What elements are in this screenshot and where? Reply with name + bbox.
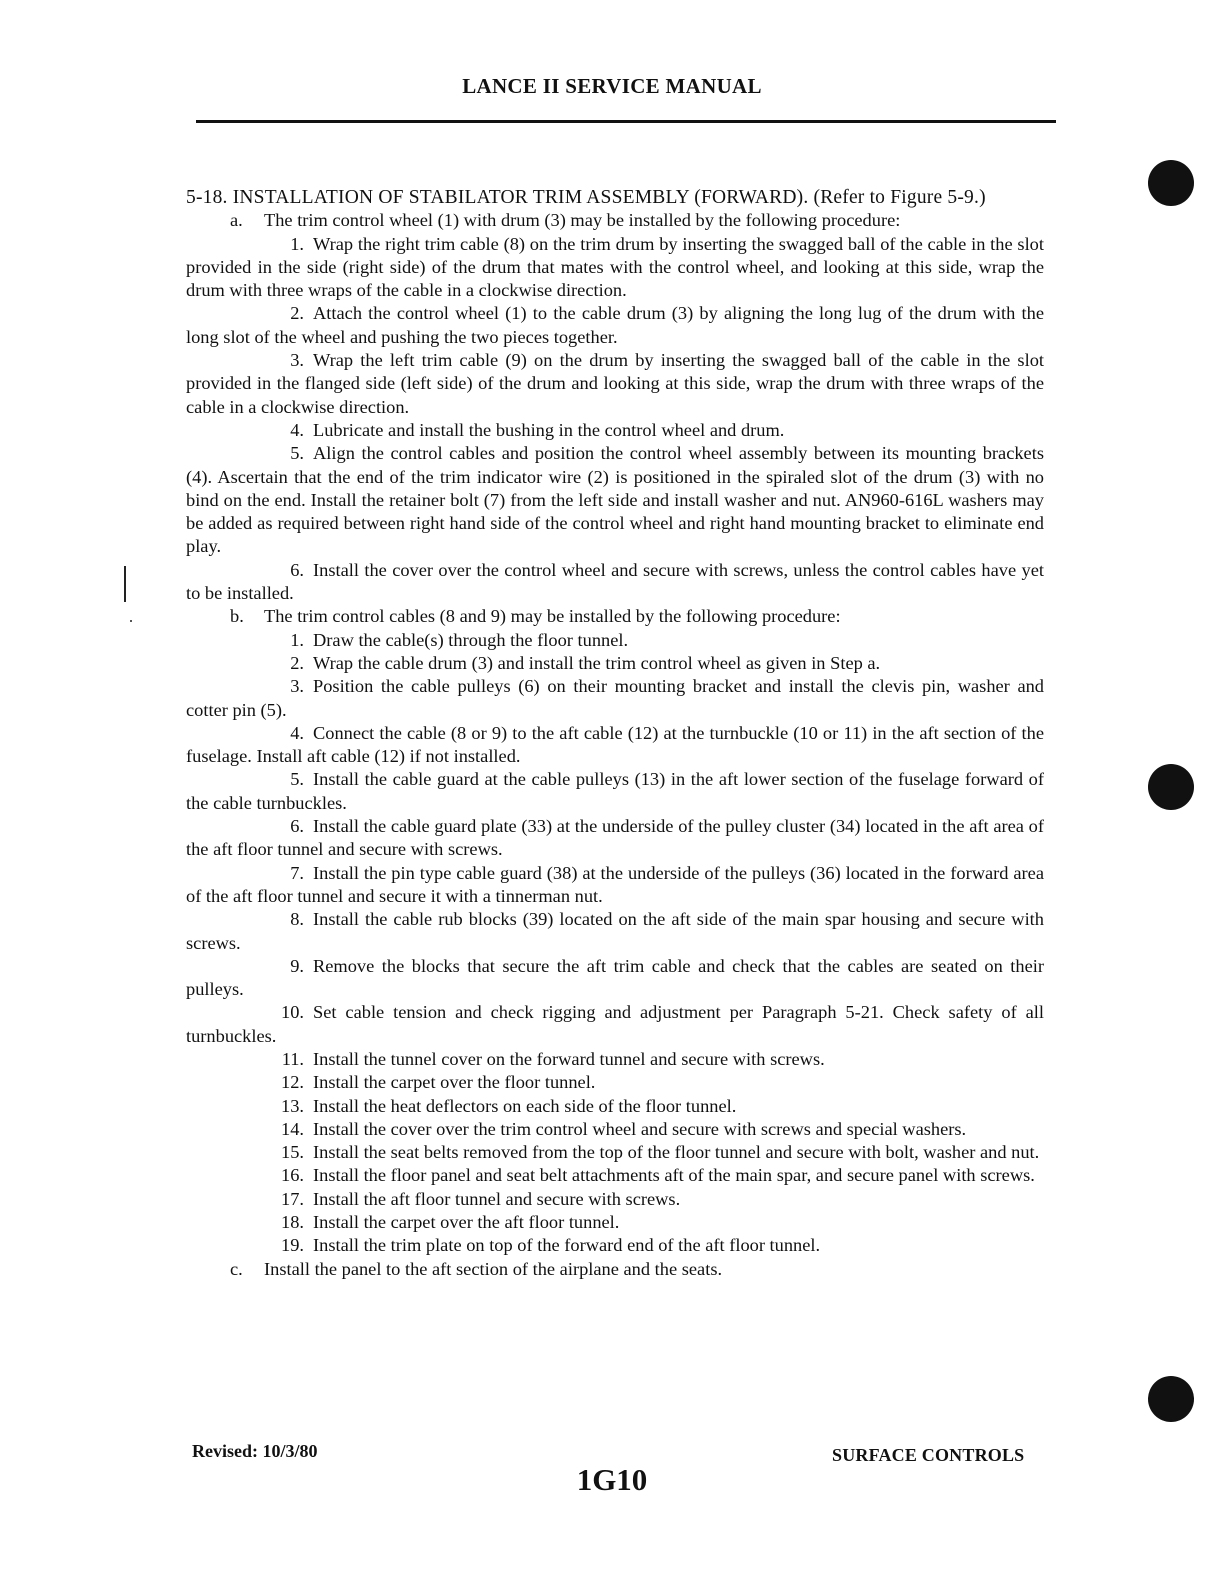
step-text: The trim control cables (8 and 9) may be installed by the following procedure: bbox=[264, 606, 841, 627]
substep-number: 18. bbox=[281, 1212, 304, 1233]
header-rule bbox=[196, 120, 1056, 123]
substep-text: Wrap the cable drum (3) and install the trim control wheel as given in Step a. bbox=[313, 652, 881, 673]
substep-number: 15. bbox=[281, 1142, 304, 1163]
step-letter: b. bbox=[230, 606, 244, 627]
substep-number: 2. bbox=[290, 303, 304, 324]
substep-item bbox=[186, 349, 1044, 419]
substep-item bbox=[186, 1095, 1044, 1118]
binder-hole-top bbox=[1148, 160, 1194, 206]
substep-text: Install the cover over the control wheel and secure with screws, unless the control cables have yet to be installed. bbox=[186, 559, 1044, 604]
substep-number: 5. bbox=[290, 443, 304, 464]
substep-item bbox=[186, 1188, 1044, 1211]
substep-item bbox=[186, 1141, 1044, 1164]
substep-text: Install the carpet over the floor tunnel. bbox=[313, 1072, 596, 1093]
binder-hole-middle bbox=[1148, 764, 1194, 810]
substep-number: 8. bbox=[290, 909, 304, 930]
substep-number: 2. bbox=[290, 652, 304, 673]
substep-text: Install the cable rub blocks (39) located on the aft side of the main spar housing and secure with screws. bbox=[186, 909, 1044, 953]
page-header: LANCE II SERVICE MANUAL bbox=[462, 74, 762, 98]
substep-number: 4. bbox=[290, 419, 304, 440]
step-letter: a. bbox=[230, 210, 243, 231]
substep-text: Install the carpet over the aft floor tunnel. bbox=[313, 1212, 620, 1233]
substep-text: Set cable tension and check rigging and adjustment per Paragraph 5-21. Check safety of all turnbuckles. bbox=[186, 1002, 1044, 1046]
substep-item bbox=[186, 675, 1044, 722]
substep-text: Install the cable guard plate (33) at the underside of the pulley cluster (34) located in the aft area of the aft floor tunnel and secure with screws. bbox=[186, 816, 1044, 860]
revision-date: Revised: 10/3/80 bbox=[192, 1441, 318, 1461]
substep-item bbox=[186, 559, 1044, 606]
substep-item bbox=[186, 1001, 1044, 1048]
substep-text: Install the pin type cable guard (38) at the underside of the pulleys (36) located in the forward area of the aft floor tunnel and secure it with a tinnerman nut. bbox=[186, 862, 1044, 906]
substep-text: Install the aft floor tunnel and secure with screws. bbox=[313, 1188, 681, 1209]
substep-number: 11. bbox=[281, 1048, 304, 1069]
substep-text: Install the floor panel and seat belt attachments aft of the main spar, and secure panel with screws. bbox=[313, 1165, 1035, 1186]
substep-item bbox=[186, 1164, 1044, 1187]
revision-bar bbox=[124, 566, 126, 602]
substep-item bbox=[186, 302, 1044, 349]
substep-number: 19. bbox=[281, 1235, 304, 1256]
substep-item bbox=[186, 722, 1044, 769]
step-b bbox=[186, 605, 1044, 628]
substep-number: 6. bbox=[290, 816, 304, 837]
substep-number: 16. bbox=[281, 1165, 304, 1186]
substep-item bbox=[186, 815, 1044, 862]
substep-number: 17. bbox=[281, 1188, 304, 1209]
substep-text: Install the cable guard at the cable pulleys (13) in the aft lower section of the fuselage forward of the cable turnbuckles. bbox=[186, 769, 1044, 813]
substep-item bbox=[186, 1118, 1044, 1141]
section-name: SURFACE CONTROLS bbox=[832, 1445, 1025, 1465]
substep-number: 10. bbox=[281, 1002, 304, 1023]
substep-item bbox=[186, 233, 1044, 303]
substep-number: 14. bbox=[281, 1118, 304, 1139]
substep-text: Install the cover over the trim control wheel and secure with screws and special washers. bbox=[313, 1118, 967, 1139]
substep-text: Draw the cable(s) through the floor tunnel. bbox=[313, 629, 629, 650]
substep-item bbox=[186, 629, 1044, 652]
substep-text: Connect the cable (8 or 9) to the aft cable (12) at the turnbuckle (10 or 11) in the aft section of the fuselage. Install aft cable (12) if not installed. bbox=[186, 722, 1044, 767]
substep-item bbox=[186, 1234, 1044, 1257]
binder-hole-bottom bbox=[1148, 1376, 1194, 1422]
substep-number: 5. bbox=[290, 769, 304, 790]
substep-item bbox=[186, 1071, 1044, 1094]
substep-text: Install the heat deflectors on each side of the floor tunnel. bbox=[313, 1095, 737, 1116]
substep-item bbox=[186, 442, 1044, 558]
substep-text: Wrap the left trim cable (9) on the drum by inserting the swagged ball of the cable in the slot provided in the flanged side (left side) of the drum and looking at this side, wrap the drum with three wraps of the cable in a clockwise direction. bbox=[186, 350, 1044, 417]
step-letter: c. bbox=[230, 1258, 243, 1279]
substep-item bbox=[186, 1211, 1044, 1234]
step-text: Install the panel to the aft section of the airplane and the seats. bbox=[264, 1258, 723, 1279]
substep-number: 1. bbox=[290, 233, 304, 254]
substep-item bbox=[186, 652, 1044, 675]
substep-number: 1. bbox=[290, 629, 304, 650]
substep-number: 7. bbox=[290, 862, 304, 883]
substep-item bbox=[186, 1048, 1044, 1071]
document-body bbox=[186, 186, 1044, 1281]
substep-number: 6. bbox=[290, 559, 304, 580]
substep-item bbox=[186, 862, 1044, 909]
section-title: 5-18. INSTALLATION OF STABILATOR TRIM ASSEMBLY (FORWARD). (Refer to Figure 5-9.) bbox=[186, 187, 986, 208]
step-a bbox=[186, 209, 1044, 232]
margin-mark bbox=[130, 620, 132, 622]
substep-text: Lubricate and install the bushing in the control wheel and drum. bbox=[313, 419, 785, 440]
step-c bbox=[186, 1258, 1044, 1281]
substep-number: 9. bbox=[290, 955, 304, 976]
substep-number: 3. bbox=[290, 350, 304, 371]
step-b-substeps bbox=[186, 629, 1044, 1258]
substep-number: 12. bbox=[281, 1072, 304, 1093]
substep-item bbox=[186, 908, 1044, 955]
substep-item bbox=[186, 419, 1044, 442]
substep-item bbox=[186, 955, 1044, 1002]
substep-number: 3. bbox=[290, 676, 304, 697]
step-a-substeps bbox=[186, 233, 1044, 606]
substep-text: Install the trim plate on top of the forward end of the aft floor tunnel. bbox=[313, 1235, 821, 1256]
substep-text: Install the seat belts removed from the top of the floor tunnel and secure with bolt, washer and nut. bbox=[313, 1142, 1040, 1163]
step-text: The trim control wheel (1) with drum (3) may be installed by the following procedure: bbox=[264, 210, 901, 231]
substep-text: Attach the control wheel (1) to the cable drum (3) by aligning the long lug of the drum with the long slot of the wheel and pushing the two pieces together. bbox=[186, 303, 1044, 347]
substep-number: 4. bbox=[290, 722, 304, 743]
substep-text: Align the control cables and position the control wheel assembly between its mounting brackets (4). Ascertain that the end of the trim indicator wire (2) is positioned in the spiraled slot of the drum (3) with no bind on the end. Install the retainer bolt (7) from the left side and install washer and nut. AN960-616L washers may be added as required between right hand side of the control wheel and right hand mounting bracket to eliminate end play. bbox=[186, 443, 1044, 557]
substep-item bbox=[186, 768, 1044, 815]
substep-number: 13. bbox=[281, 1095, 304, 1116]
substep-text: Install the tunnel cover on the forward tunnel and secure with screws. bbox=[313, 1048, 825, 1069]
substep-text: Remove the blocks that secure the aft trim cable and check that the cables are seated on their pulleys. bbox=[186, 955, 1044, 1000]
substep-text: Position the cable pulleys (6) on their mounting bracket and install the clevis pin, washer and cotter pin (5). bbox=[186, 676, 1044, 720]
substep-text: Wrap the right trim cable (8) on the trim drum by inserting the swagged ball of the cable in the slot provided in the side (right side) of the drum that mates with the control wheel, and looking at this side, wrap the drum with three wraps of the cable in a clockwise direction. bbox=[186, 233, 1044, 301]
page-number: 1G10 bbox=[576, 1462, 648, 1497]
